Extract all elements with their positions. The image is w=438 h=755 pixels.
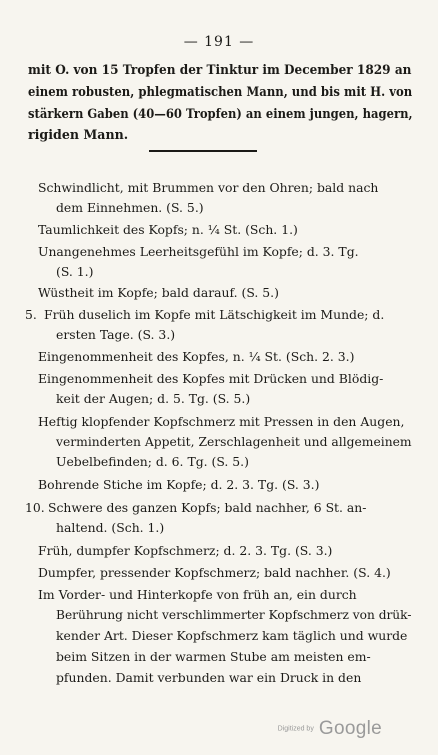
entry-line: Eingenommenheit des Kopfes, n. ¼ St. (Sch. 2. 3.) xyxy=(38,349,355,364)
entry-number: 5. xyxy=(25,307,37,322)
entry-line: Früh, dumpfer Kopfschmerz; d. 2. 3. Tg. (S. 3.) xyxy=(38,543,333,558)
entry-line: Berührung nicht verschlimmerter Kopfschmerz von drük- xyxy=(56,607,412,622)
entry-line: Früh duselich im Kopfe mit Lätschigkeit im Munde; d. xyxy=(44,307,385,322)
page-number: — 191 — xyxy=(183,34,255,50)
entry-line: keit der Augen; d. 5. Tg. (S. 5.) xyxy=(56,391,251,406)
watermark-prefix: Digitized by xyxy=(277,725,314,733)
entry-number: 10. xyxy=(25,500,45,515)
entry-line: Dumpfer, pressender Kopfschmerz; bald nachher. (S. 4.) xyxy=(38,565,391,580)
entry-line: dem Einnehmen. (S. 5.) xyxy=(56,200,204,215)
entry-line: pfunden. Damit verbunden war ein Druck in den xyxy=(56,670,362,685)
entry-line: beim Sitzen in der warmen Stube am meisten em- xyxy=(56,649,371,664)
digitized-watermark xyxy=(278,718,382,740)
entry-line: ersten Tage. (S. 3.) xyxy=(56,327,176,342)
entry-line: Taumlichkeit des Kopfs; n. ¼ St. (Sch. 1.) xyxy=(38,222,298,237)
entry-line: Schwindlicht, mit Brummen vor den Ohren; bald nach xyxy=(38,180,379,195)
entry-line: kender Art. Dieser Kopfschmerz kam täglich und wurde xyxy=(56,628,408,643)
entry-line: Eingenommenheit des Kopfes mit Drücken und Blödig- xyxy=(38,371,384,386)
intro-line: mit O. von 15 Tropfen der Tinktur im December 1829 an xyxy=(28,62,412,77)
entry-line: Bohrende Stiche im Kopfe; d. 2. 3. Tg. (S. 3.) xyxy=(38,477,320,492)
entry-line: Wüstheit im Kopfe; bald darauf. (S. 5.) xyxy=(38,285,279,300)
intro-line: stärkern Gaben (40—60 Tropfen) an einem jungen, hagern, xyxy=(28,106,413,121)
entry-line: Heftig klopfender Kopfschmerz mit Pressen in den Augen, xyxy=(38,414,405,429)
google-logo: Google xyxy=(318,718,382,739)
section-divider xyxy=(149,150,257,152)
entry-line: Unangenehmes Leerheitsgefühl im Kopfe; d. 3. Tg. xyxy=(38,244,359,259)
entry-line: haltend. (Sch. 1.) xyxy=(56,520,165,535)
entry-line: (S. 1.) xyxy=(56,264,94,279)
intro-line: einem robusten, phlegmatischen Mann, und bis mit H. von xyxy=(28,84,413,99)
entry-line: Uebelbefinden; d. 6. Tg. (S. 5.) xyxy=(56,454,249,469)
entry-line: verminderten Appetit, Zerschlagenheit und allgemeinem xyxy=(56,434,412,449)
entry-line: Im Vorder- und Hinterkopfe von früh an, ein durch xyxy=(38,587,357,602)
entry-line: Schwere des ganzen Kopfs; bald nachher, 6 St. an- xyxy=(48,500,367,515)
intro-line: rigiden Mann. xyxy=(28,127,129,142)
